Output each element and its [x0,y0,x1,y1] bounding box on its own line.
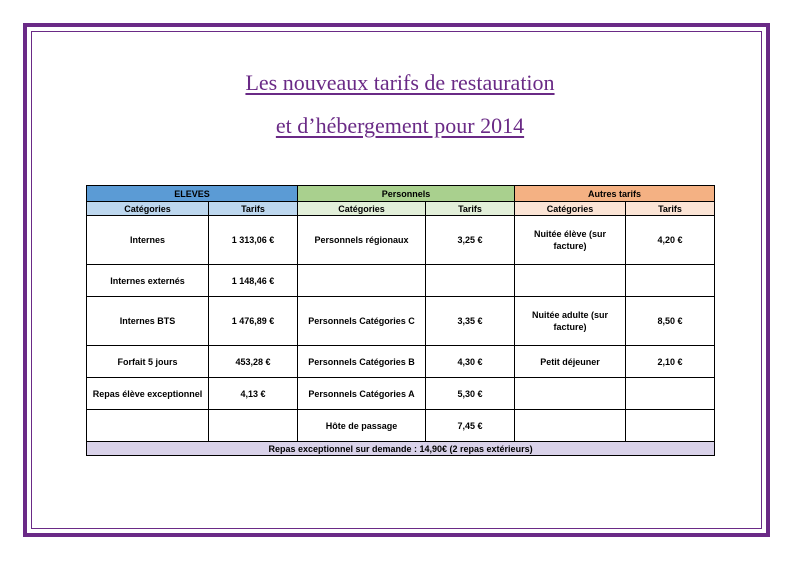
eleves-category-cell: Internes externés [87,265,209,297]
eleves-tarif-cell: 4,13 € [209,378,298,410]
eleves-category-cell: Repas élève exceptionnel [87,378,209,410]
eleves-category-cell: Forfait 5 jours [87,346,209,378]
table-row [87,216,715,265]
eleves-tarif-cell: 1 476,89 € [209,297,298,346]
personnels-tarif-cell: 7,45 € [426,410,515,442]
personnels-tarif-cell: 3,25 € [426,216,515,265]
footer-row [87,442,715,456]
table-row [87,265,715,297]
personnels-tarif-cell: 5,30 € [426,378,515,410]
table-row [87,297,715,346]
group-eleves: ELEVES [87,186,298,202]
col-header-categories: Catégories [87,202,209,216]
personnels-tarif-cell: 4,30 € [426,346,515,378]
col-header-tarifs: Tarifs [209,202,298,216]
autres-category-cell: Nuitée adulte (sur facture) [515,297,626,346]
autres-category-cell [515,410,626,442]
personnels-category-cell: Personnels Catégories A [298,378,426,410]
personnels-tarif-cell: 3,35 € [426,297,515,346]
group-header-row [87,186,715,202]
column-header-row [87,202,715,216]
autres-category-cell [515,265,626,297]
autres-tarif-cell [626,410,715,442]
personnels-category-cell: Personnels régionaux [298,216,426,265]
table-row [87,346,715,378]
title-line-2: et d’hébergement pour 2014 [275,113,525,138]
personnels-tarif-cell [426,265,515,297]
eleves-tarif-cell: 1 313,06 € [209,216,298,265]
footer-note: Repas exceptionnel sur demande : 14,90€ (2 repas extérieurs) [87,442,715,456]
col-header-categories: Catégories [515,202,626,216]
eleves-category-cell: Internes BTS [87,297,209,346]
autres-tarif-cell: 8,50 € [626,297,715,346]
personnels-category-cell: Personnels Catégories C [298,297,426,346]
autres-category-cell: Petit déjeuner [515,346,626,378]
autres-category-cell [515,378,626,410]
eleves-category-cell: Internes [87,216,209,265]
personnels-category-cell: Personnels Catégories B [298,346,426,378]
autres-tarif-cell [626,265,715,297]
autres-tarif-cell: 2,10 € [626,346,715,378]
autres-category-cell: Nuitée élève (sur facture) [515,216,626,265]
table-row [87,410,715,442]
personnels-category-cell [298,265,426,297]
eleves-tarif-cell [209,410,298,442]
autres-tarif-cell: 4,20 € [626,216,715,265]
title-line-1: Les nouveaux tarifs de restauration [245,70,555,95]
col-header-tarifs: Tarifs [426,202,515,216]
col-header-categories: Catégories [298,202,426,216]
tarifs-table [86,185,715,456]
group-autres-tarifs: Autres tarifs [515,186,715,202]
personnels-category-cell: Hôte de passage [298,410,426,442]
eleves-tarif-cell: 1 148,46 € [209,265,298,297]
group-personnels: Personnels [298,186,515,202]
eleves-category-cell [87,410,209,442]
eleves-tarif-cell: 453,28 € [209,346,298,378]
table-row [87,378,715,410]
autres-tarif-cell [626,378,715,410]
col-header-tarifs: Tarifs [626,202,715,216]
